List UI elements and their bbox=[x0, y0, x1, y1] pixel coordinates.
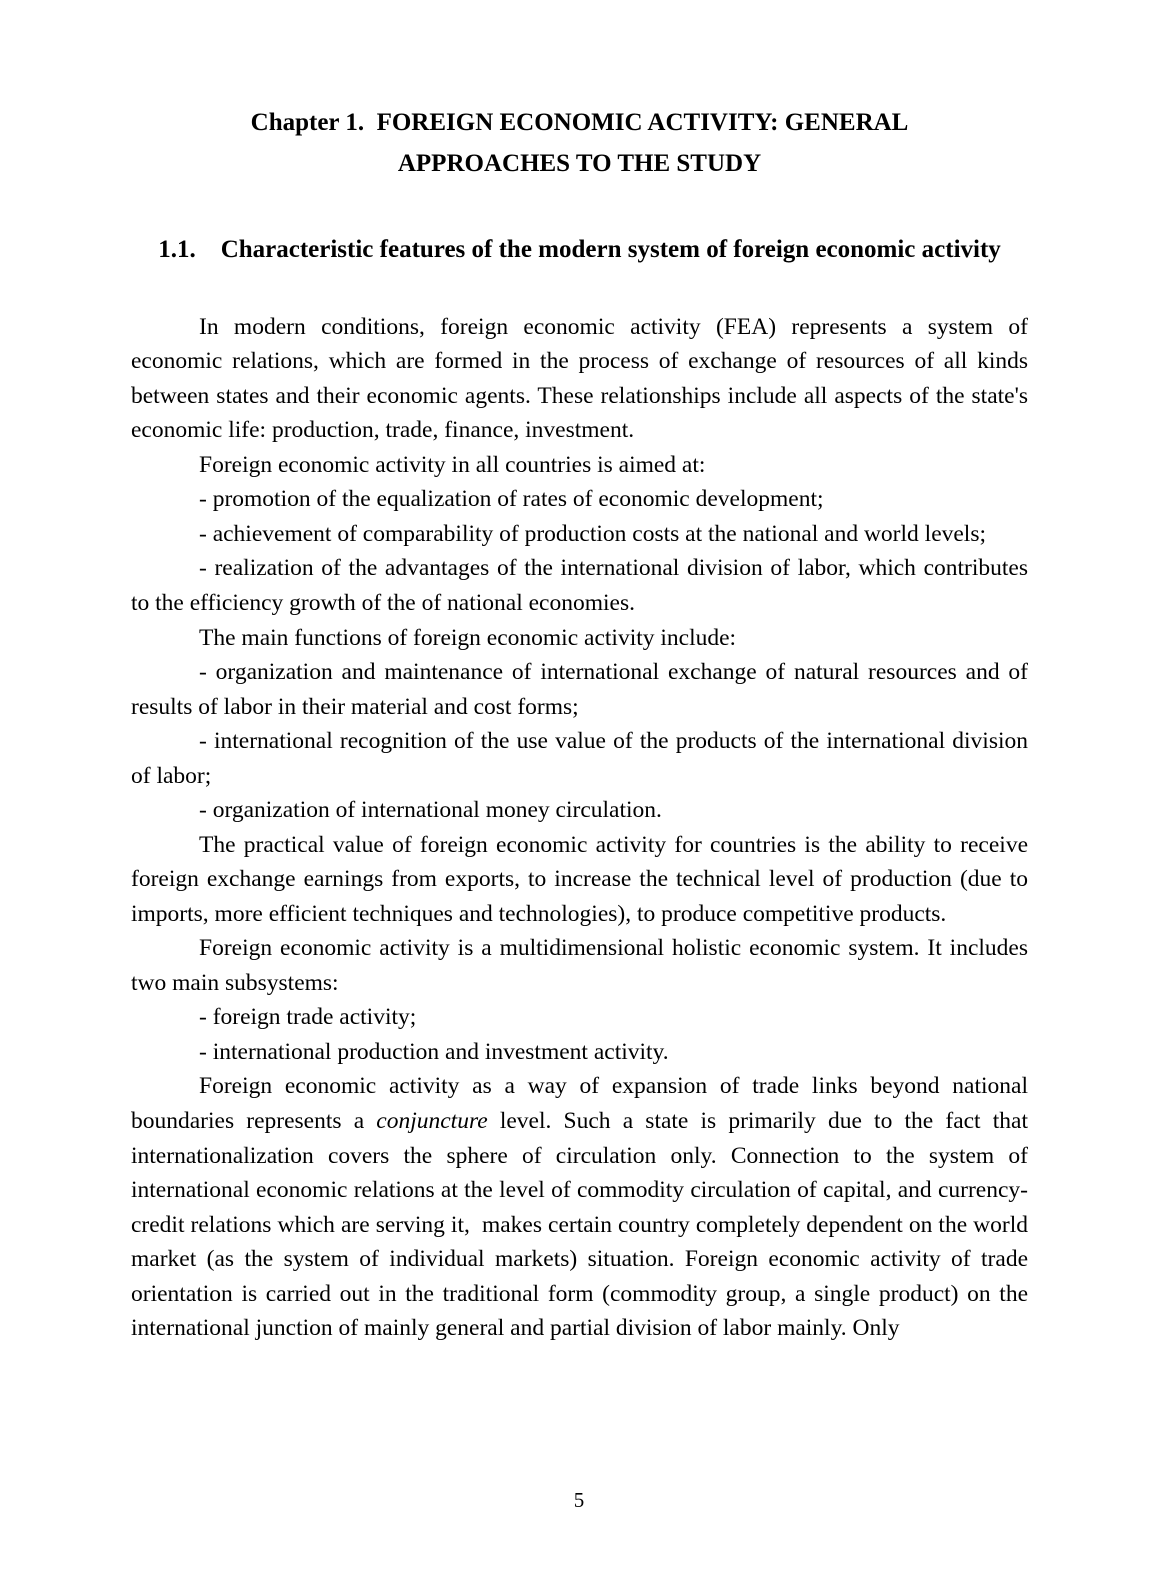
paragraph-10: The practical value of foreign economic activity for countries is the ability to receive foreign exchange earnings from exports, to increase the technical level of production (due to imports, more efficient techniques and technologies), to produce competitive products. bbox=[131, 831, 1028, 927]
paragraph-03-list-item: - promotion of the equalization of rates of economic development; bbox=[199, 486, 824, 513]
paragraph-11: Foreign economic activity is a multidimensional holistic economic system. It includes two main subsystems: bbox=[131, 935, 1028, 996]
paragraph-05-list-item: - realization of the advantages of the international division of labor, which contributes to the efficiency growth of the of national economies. bbox=[131, 555, 1028, 616]
paragraph-02: Foreign economic activity in all countries is aimed at: bbox=[199, 451, 706, 478]
paragraph-04-list-item: - achievement of comparability of production costs at the national and world levels; bbox=[199, 520, 987, 547]
paragraph-14-text-continued: level. Such a state is primarily due to the fact that internationalization covers the sphere of circulation only. Connection to the system of international economic relations at the level of commodity circulation of capital, and currency-credit relations which are serving it, makes certain country completely dependent on the world market (as the system of individual markets) situation. Foreign economic activity of trade orientation is carried out in the traditional form (commodity group, a single product) on the international junction of mainly general and partial division of labor mainly. Only bbox=[131, 1107, 1028, 1342]
paragraph-01: In modern conditions, foreign economic activity (FEA) represents a system of economic relations, which are formed in the process of exchange of resources of all kinds between states and their economic agents. These relationships include all aspects of the state's economic life: production, trade, finance, investment. bbox=[131, 313, 1028, 444]
paragraph-06: The main functions of foreign economic activity include: bbox=[199, 624, 737, 651]
paragraph-07-list-item: - organization and maintenance of international exchange of natural resources and of results of labor in their material and cost forms; bbox=[131, 659, 1028, 720]
paragraph-14 bbox=[131, 1069, 1028, 1345]
section-heading: 1.1. Characteristic features of the modern system of foreign economic activity bbox=[158, 235, 1001, 263]
chapter-title: Chapter 1. FOREIGN ECONOMIC ACTIVITY: GENERAL APPROACHES TO THE STUDY bbox=[250, 109, 909, 178]
body-text bbox=[131, 310, 1028, 1346]
paragraph-13-list-item: - international production and investment activity. bbox=[199, 1038, 669, 1065]
paragraph-14-text: Foreign economic activity as a way of expansion of trade links beyond national boundaries represents a bbox=[131, 1073, 1028, 1134]
italic-term-conjuncture: conjuncture bbox=[376, 1107, 488, 1134]
paragraph-09-list-item: - organization of international money circulation. bbox=[199, 797, 662, 824]
page-number: 5 bbox=[573, 1488, 585, 1512]
paragraph-12-list-item: - foreign trade activity; bbox=[199, 1004, 417, 1031]
paragraph-08-list-item: - international recognition of the use value of the products of the international division of labor; bbox=[131, 728, 1028, 789]
